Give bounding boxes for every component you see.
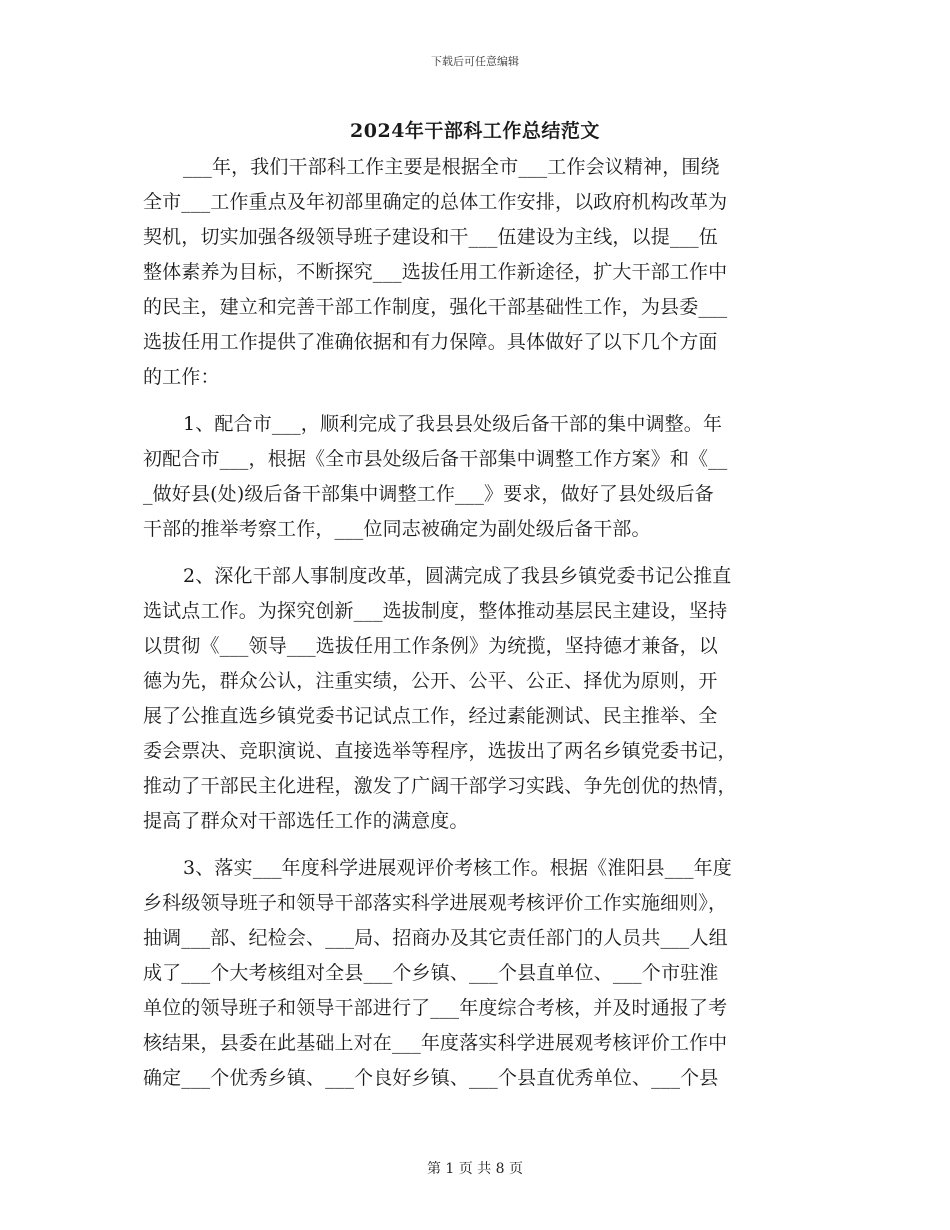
- paragraph-line: 确定___个优秀乡镇、___个良好乡镇、___个县直优秀单位、___个县: [143, 1067, 719, 1089]
- header-note: 下载后可任意编辑: [431, 55, 519, 68]
- paragraph-line: 抽调___部、纪检会、___局、招商办及其它责任部门的人员共___人组: [143, 927, 728, 949]
- paragraph-line: 的工作：: [143, 366, 220, 388]
- paragraph-line: 初配合市___，根据《全市县处级后备干部集中调整工作方案》和《__: [143, 448, 728, 470]
- paragraph-line: ___年，我们干部科工作主要是根据全市___工作会议精神，围绕: [183, 156, 720, 178]
- paragraph-item-2: [143, 559, 807, 839]
- paragraph-line: 选拔任用工作提供了准确依据和有力保障。具体做好了以下几个方面: [143, 331, 718, 353]
- paragraph-line: 委会票决、竞职演说、直接选举等程序，选拔出了两名乡镇党委书记，: [143, 740, 737, 762]
- document-title: 2024年干部科工作总结范文: [350, 120, 600, 142]
- paragraph-line: 成了___个大考核组对全县___个乡镇、___个县直单位、___个市驻淮: [143, 962, 719, 984]
- page-number-footer: 第 1 页 共 8 页: [426, 1161, 524, 1177]
- paragraph-line: 德为先，群众公认，注重实绩，公开、公平、公正、择优为原则，开: [143, 670, 718, 692]
- paragraph-line: 单位的领导班子和领导干部进行了___年度综合考核，并及时通报了考: [143, 997, 728, 1019]
- paragraph-line: 3、落实___年度科学进展观评价考核工作。根据《淮阳县___年度: [183, 857, 732, 879]
- paragraph-line: _做好县(处)级后备干部集中调整工作___》要求，做好了县处级后备: [143, 483, 714, 505]
- paragraph-line: 选试点工作。为探究创新___选拔制度，整体推动基层民主建设，坚持: [143, 600, 728, 622]
- paragraph-line: 核结果，县委在此基础上对在___年度落实科学进展观考核评价工作中: [143, 1032, 728, 1054]
- paragraph-line: 2、深化干部人事制度改革，圆满完成了我县乡镇党委书记公推直: [183, 565, 732, 587]
- paragraph-line: 乡科级领导班子和领导干部落实科学进展观考核评价工作实施细则》，: [143, 892, 728, 914]
- paragraph-line: 干部的推举考察工作，___位同志被确定为副处级后备干部。: [143, 518, 651, 540]
- paragraph-intro: [143, 150, 807, 395]
- paragraph-item-1: [143, 407, 807, 547]
- paragraph-line: 整体素养为目标，不断探究___选拔任用工作新途径，扩大干部工作中: [143, 261, 728, 283]
- paragraph-item-3: [143, 851, 807, 1096]
- paragraph-line: 以贯彻《___领导___选拔任用工作条例》为统揽，坚持德才兼备，以: [143, 635, 718, 657]
- paragraph-line: 展了公推直选乡镇党委书记试点工作，经过素能测试、民主推举、全: [143, 705, 718, 727]
- paragraph-line: 全市___工作重点及年初部里确定的总体工作安排，以政府机构改革为: [143, 191, 728, 213]
- document-body: [143, 150, 807, 1096]
- paragraph-line: 契机，切实加强各级领导班子建设和干___伍建设为主线，以提___伍: [143, 226, 718, 248]
- paragraph-line: 提高了群众对干部选任工作的满意度。: [143, 810, 469, 832]
- paragraph-line: 1、配合市___，顺利完成了我县县处级后备干部的集中调整。年: [183, 413, 723, 435]
- paragraph-line: 的民主，建立和完善干部工作制度，强化干部基础性工作，为县委___: [143, 296, 728, 318]
- paragraph-line: 推动了干部民主化进程，激发了广阔干部学习实践、争先创优的热情，: [143, 775, 737, 797]
